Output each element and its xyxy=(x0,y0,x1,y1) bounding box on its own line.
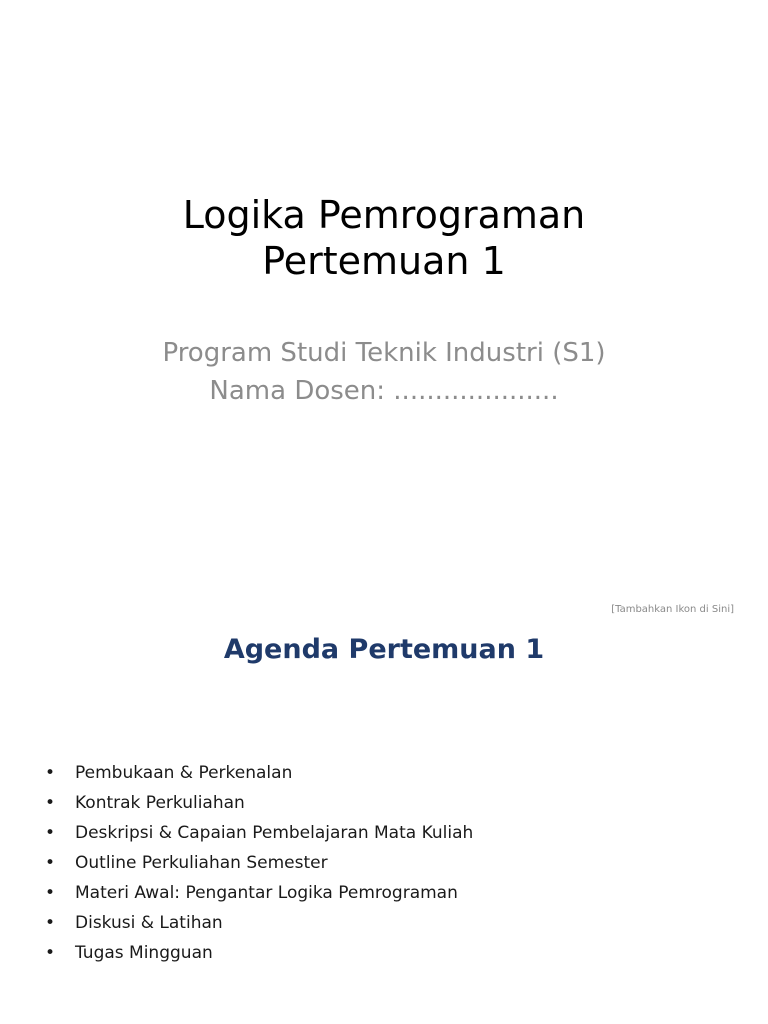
slide-title-line-1: Logika Pemrograman xyxy=(182,193,586,237)
bullet-icon: • xyxy=(45,913,56,933)
agenda-item-label: Tugas Mingguan xyxy=(75,943,213,963)
agenda-item-label: Pembukaan & Perkenalan xyxy=(75,763,293,783)
slide-subtitle xyxy=(0,334,768,410)
agenda-item xyxy=(45,908,473,938)
agenda-item-label: Deskripsi & Capaian Pembelajaran Mata Kuliah xyxy=(75,823,474,843)
bullet-icon: • xyxy=(45,763,56,783)
bullet-icon: • xyxy=(45,853,56,873)
agenda-item xyxy=(45,788,473,818)
agenda-item-label: Outline Perkuliahan Semester xyxy=(75,853,328,873)
agenda-item xyxy=(45,848,473,878)
icon-placeholder-text: [Tambahkan Ikon di Sini] xyxy=(611,604,734,615)
agenda-item-label: Diskusi & Latihan xyxy=(75,913,223,933)
program-study-text: Program Studi Teknik Industri (S1) xyxy=(162,338,606,368)
slide-title xyxy=(0,192,768,284)
agenda-list xyxy=(45,758,473,968)
agenda-item xyxy=(45,758,473,788)
agenda-item-label: Kontrak Perkuliahan xyxy=(75,793,245,813)
agenda-item xyxy=(45,818,473,848)
bullet-icon: • xyxy=(45,793,56,813)
bullet-icon: • xyxy=(45,943,56,963)
slide-title-line-2: Pertemuan 1 xyxy=(262,239,506,283)
bullet-icon: • xyxy=(45,823,56,843)
lecturer-name-text: Nama Dosen: .................... xyxy=(209,376,559,406)
bullet-icon: • xyxy=(45,883,56,903)
agenda-item xyxy=(45,938,473,968)
agenda-heading: Agenda Pertemuan 1 xyxy=(223,634,545,665)
agenda-item-label: Materi Awal: Pengantar Logika Pemrograman xyxy=(75,883,458,903)
agenda-item xyxy=(45,878,473,908)
